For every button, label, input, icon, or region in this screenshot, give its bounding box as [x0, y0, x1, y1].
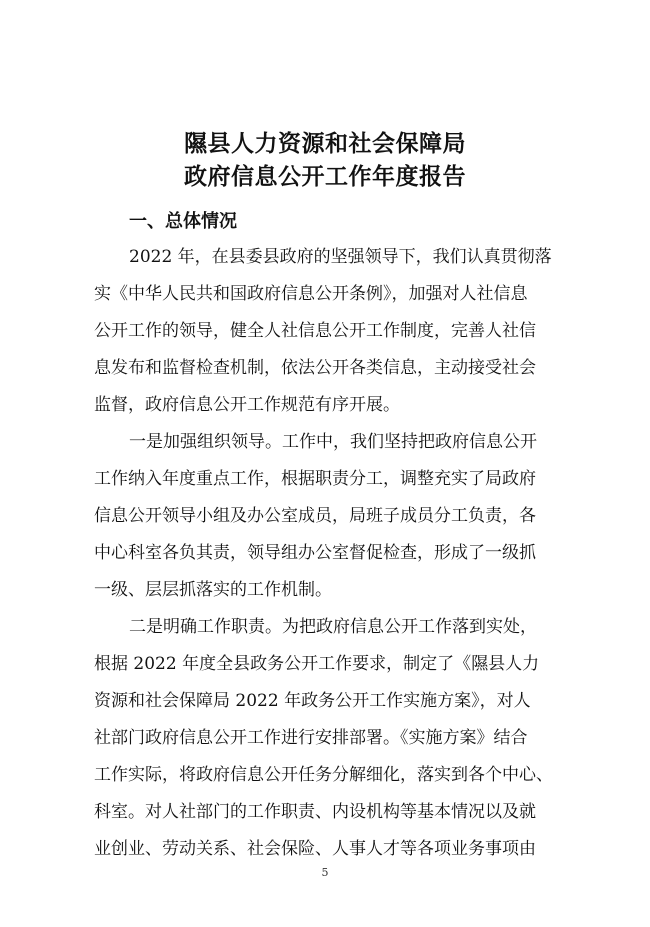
- paragraph-line: 信息公开领导小组及办公室成员，局班子成员分工负责，各: [94, 506, 536, 526]
- paragraph-line: 工作纳入年度重点工作，根据职责分工，调整充实了局政府: [94, 469, 536, 489]
- paragraph-line: 一是加强组织领导。工作中，我们坚持把政府信息公开: [129, 432, 537, 452]
- page-number: 5: [321, 866, 329, 879]
- paragraph-line: 社部门政府信息公开工作进行安排部署。《实施方案》结合: [94, 728, 528, 748]
- paragraph-line: 公开工作的领导，健全人社信息公开工作制度，完善人社信: [94, 321, 536, 341]
- paragraph-line: 科室。对人社部门的工作职责、内设机构等基本情况以及就: [94, 802, 536, 822]
- paragraph-line: 二是明确工作职责。为把政府信息公开工作落到实处，: [129, 617, 537, 637]
- report-title-line-2: 政府信息公开工作年度报告: [184, 164, 466, 190]
- paragraph-line: 实《中华人民共和国政府信息公开条例》，加强对人社信息: [94, 284, 528, 304]
- section-heading: 一、总体情况: [129, 211, 237, 232]
- paragraph-line: 中心科室各负其责，领导组办公室督促检查，形成了一级抓: [94, 543, 536, 563]
- paragraph-line: 工作实际，将政府信息公开任务分解细化，落实到各个中心、: [94, 765, 553, 785]
- paragraph-line: 息发布和监督检查机制，依法公开各类信息，主动接受社会: [94, 358, 536, 378]
- paragraph-line: 监督，政府信息公开工作规范有序开展。: [94, 395, 400, 415]
- report-title-line-1: 隰县人力资源和社会保障局: [184, 131, 466, 157]
- paragraph-line: 业创业、劳动关系、社会保险、人事人才等各项业务事项由: [94, 839, 536, 859]
- paragraph-line: 一级、层层抓落实的工作机制。: [94, 580, 332, 600]
- paragraph-line: 2022 年，在县委县政府的坚强领导下，我们认真贯彻落: [129, 247, 552, 267]
- paragraph-line: 资源和社会保障局 2022 年政务公开工作实施方案》，对人: [94, 691, 531, 711]
- paragraph-line: 根据 2022 年度全县政务公开工作要求，制定了《隰县人力: [94, 654, 540, 674]
